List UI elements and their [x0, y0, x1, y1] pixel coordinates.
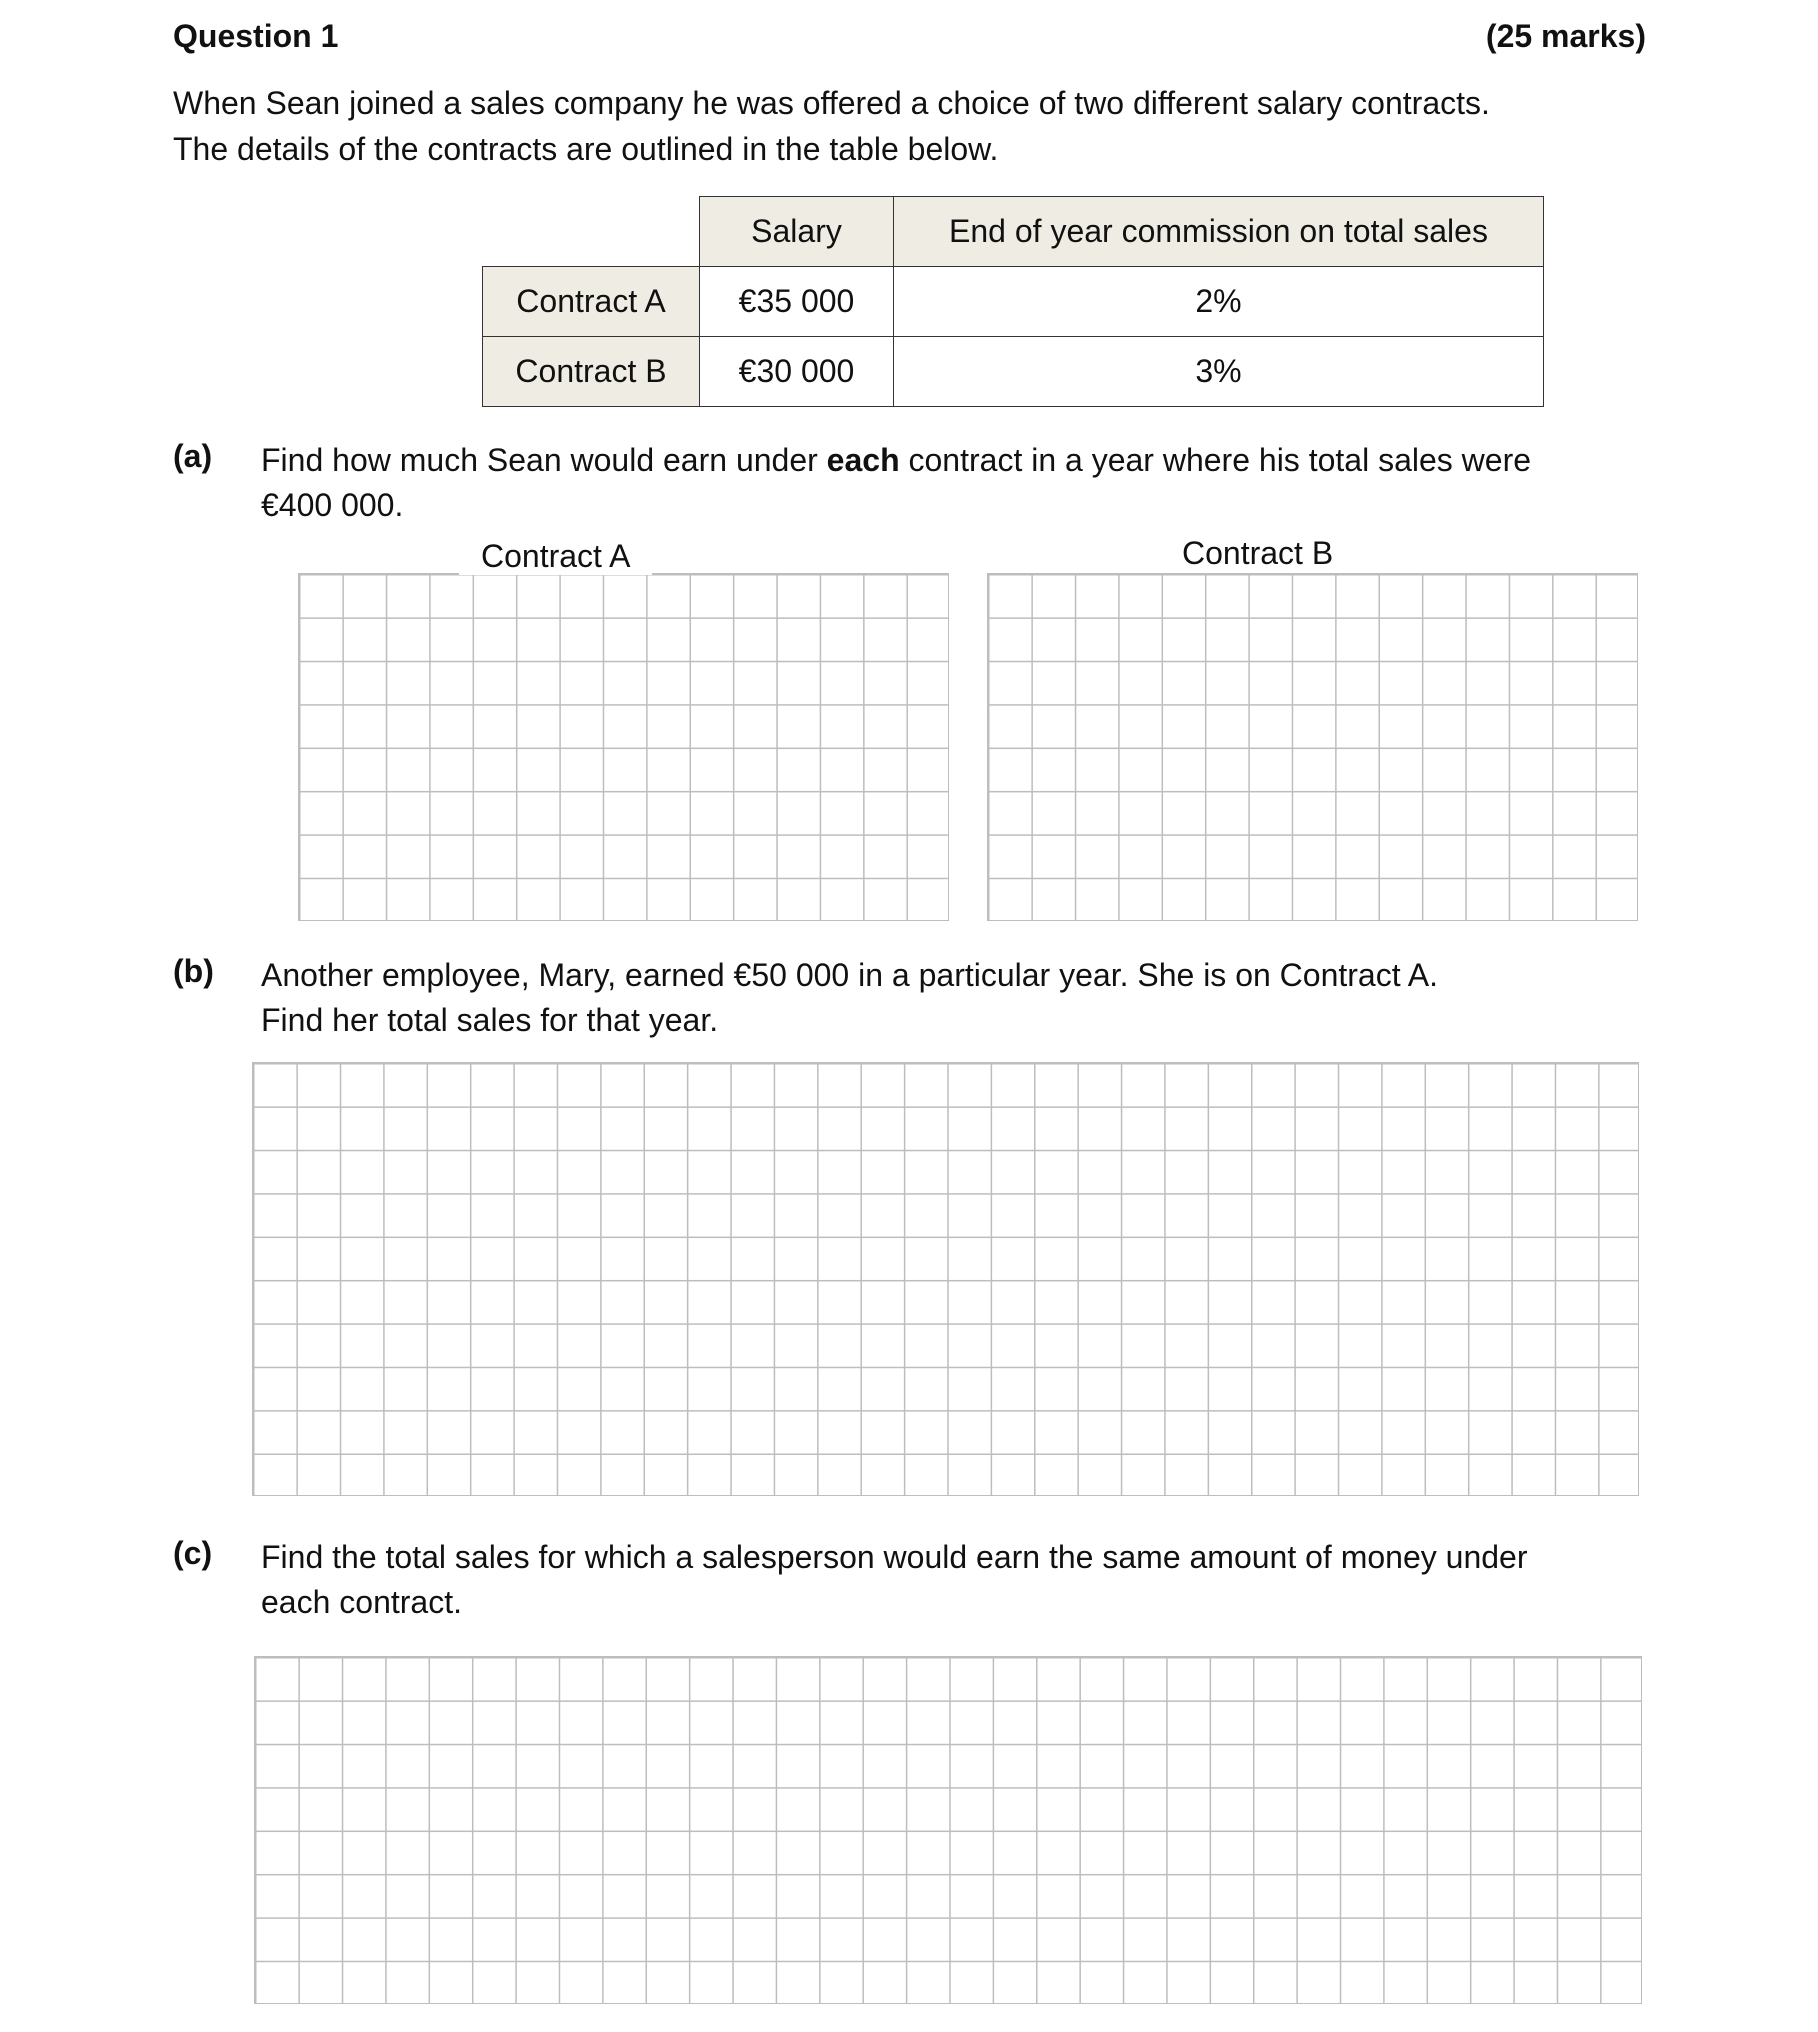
- commission-contract-b: 3%: [894, 337, 1544, 407]
- answer-grid-part-a-contract-a[interactable]: [298, 573, 949, 921]
- row-label-contract-b: Contract B: [483, 337, 700, 407]
- table-header-row: [483, 197, 1544, 267]
- intro-line-1: When Sean joined a sales company he was offered a choice of two different salary contracts.: [173, 85, 1490, 121]
- table-header-commission: End of year commission on total sales: [894, 197, 1544, 267]
- intro-line-2: The details of the contracts are outlined in the table below.: [173, 131, 999, 167]
- part-c-line-2: each contract.: [261, 1584, 462, 1620]
- table-corner-cell: [483, 197, 700, 267]
- part-a-line-1: [261, 438, 1531, 483]
- part-a-text-before: Find how much Sean would earn under: [261, 442, 827, 478]
- question-intro: [173, 80, 1490, 172]
- part-a-text-after: contract in a year where his total sales were: [899, 442, 1532, 478]
- contracts-table: [482, 196, 1544, 407]
- table-header-salary: Salary: [700, 197, 894, 267]
- part-a-text: [261, 438, 1531, 528]
- answer-grid-part-a-contract-b[interactable]: [987, 573, 1638, 921]
- grid-label-contract-a: Contract A: [459, 538, 652, 575]
- question-marks: (25 marks): [1485, 18, 1646, 54]
- table-row: [483, 267, 1544, 337]
- question-title: Question 1: [173, 18, 339, 54]
- table-row: [483, 337, 1544, 407]
- row-label-contract-a: Contract A: [483, 267, 700, 337]
- part-c-letter: (c): [173, 1535, 213, 1571]
- part-b-line-2: Find her total sales for that year.: [261, 1002, 719, 1038]
- answer-grid-part-c[interactable]: [254, 1656, 1642, 2004]
- part-b-text: [261, 953, 1438, 1043]
- part-a-letter: (a): [173, 438, 213, 474]
- part-b-letter: (b): [173, 953, 214, 989]
- part-a-line-2: €400 000.: [261, 487, 404, 523]
- answer-grid-part-b[interactable]: [252, 1062, 1639, 1496]
- part-c-text: [261, 1535, 1527, 1625]
- part-a-text-bold: each: [826, 442, 900, 478]
- commission-contract-a: 2%: [894, 267, 1544, 337]
- part-b-line-1: Another employee, Mary, earned €50 000 in a particular year. She is on Contract A.: [261, 957, 1438, 993]
- part-c-line-1: Find the total sales for which a salesperson would earn the same amount of money under: [261, 1539, 1528, 1575]
- salary-contract-a: €35 000: [700, 267, 894, 337]
- grid-label-contract-b: Contract B: [1160, 535, 1355, 572]
- salary-contract-b: €30 000: [700, 337, 894, 407]
